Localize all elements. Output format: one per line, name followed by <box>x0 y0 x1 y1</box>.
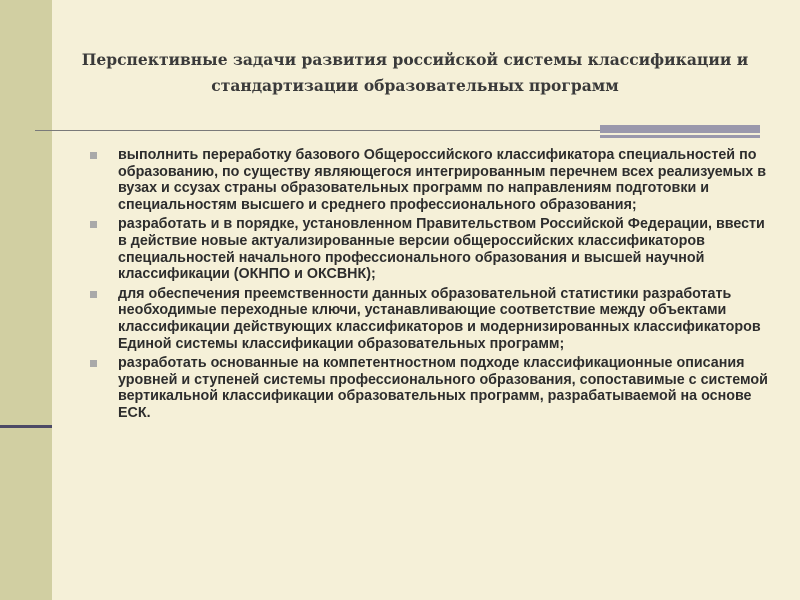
square-bullet-icon <box>90 221 97 228</box>
left-decor-band <box>0 0 52 600</box>
square-bullet-icon <box>90 360 97 367</box>
slide-title: Перспективные задачи развития российской системы классификации и стандартизации образовательных программ <box>81 50 749 95</box>
bullet-text: разработать основанные на компетентностном подходе классификационные описания уровней и ступеней системы профессионального образования, сопоставимые с системой вертикальной классификации образовательных программ, разрабатываемой на основе ЕСК. <box>118 355 768 421</box>
title-divider-line <box>35 130 605 131</box>
bullet-text: разработать и в порядке, установленном Правительством Российской Федерации, ввести в действие новые актуализированные версии общероссийских классификаторов специальностей начального профессионального образования и высшей научной классификации (ОКНПО и ОКСВНК); <box>118 216 765 283</box>
square-bullet-icon <box>90 152 97 159</box>
bullet-text: выполнить переработку базового Общероссийского классификатора специальностей по образованию, по существу являющегося интегрированным перечнем всех реализуемых в вузах и ссузах страны образовательных программ по направлениям подготовки и специальностям высшего и среднего профессионального образования; <box>118 147 766 213</box>
title-divider-block <box>600 125 760 138</box>
bullet-text: для обеспечения преемственности данных образовательной статистики разработать необходимые переходные ключи, устанавливающие соответствие между объектами классификации действующих классификаторов и модернизированных классификаторов Единой системы классификации образовательных программ; <box>118 285 761 352</box>
bullet-item <box>90 216 770 282</box>
bullet-item <box>90 286 770 352</box>
bullet-item <box>90 147 770 213</box>
square-bullet-icon <box>90 291 97 298</box>
bullet-item <box>90 355 770 421</box>
title-divider-stripe <box>600 133 760 135</box>
left-decor-rule <box>0 425 52 428</box>
bullet-list <box>90 147 770 425</box>
